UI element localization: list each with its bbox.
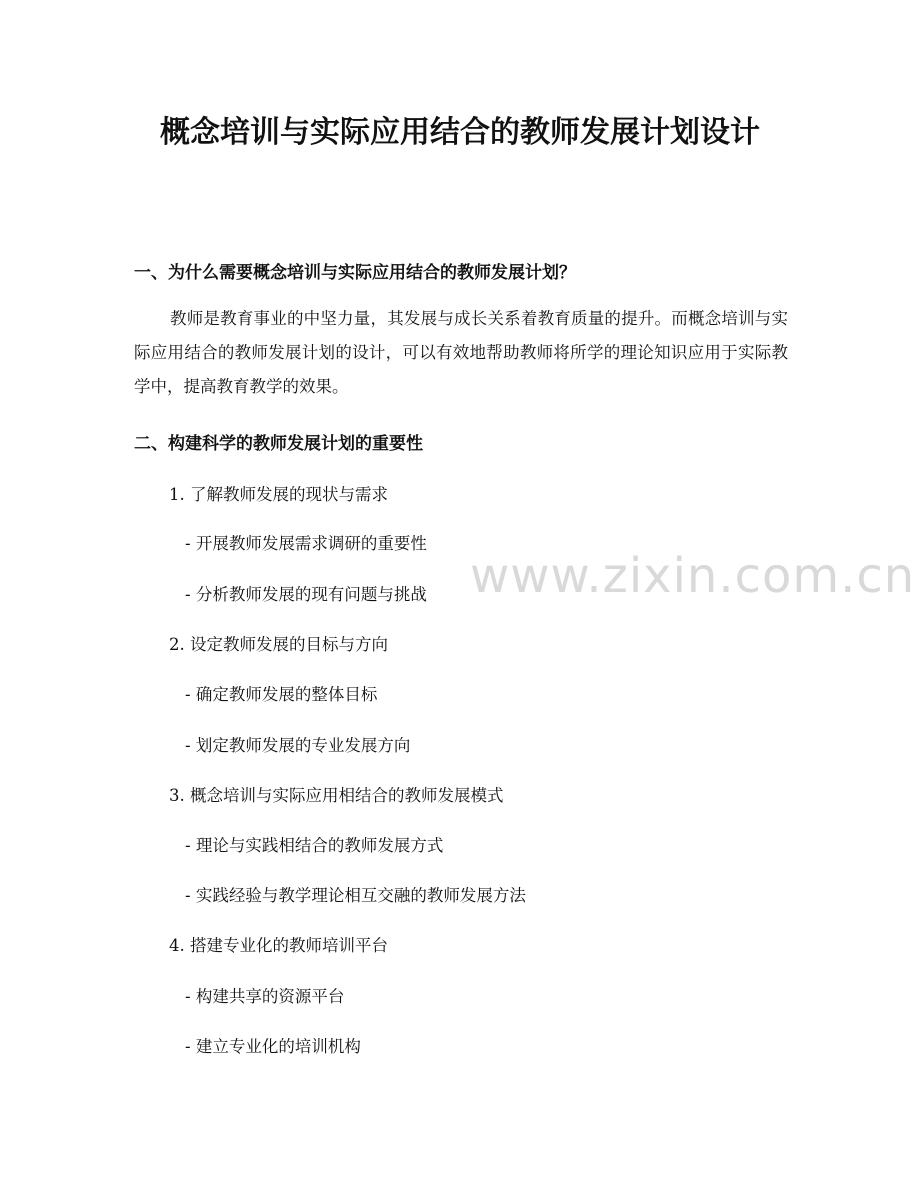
list-item-1: 1. 了解教师发展的现状与需求 bbox=[169, 485, 388, 504]
list-subitem-2-1: - 确定教师发展的整体目标 bbox=[185, 685, 378, 704]
list-subitem-1-1: - 开展教师发展需求调研的重要性 bbox=[185, 534, 427, 553]
list-item-4: 4. 搭建专业化的教师培训平台 bbox=[169, 936, 388, 955]
watermark: www.zixin.com.cn bbox=[470, 548, 916, 604]
list-subitem-4-1: - 构建共享的资源平台 bbox=[185, 987, 345, 1006]
list-item-3: 3. 概念培训与实际应用相结合的教师发展模式 bbox=[169, 786, 504, 805]
list-subitem-3-2: - 实践经验与教学理论相互交融的教师发展方法 bbox=[185, 886, 526, 905]
list-subitem-1-2: - 分析教师发展的现有问题与挑战 bbox=[185, 585, 427, 604]
list-subitem-3-1: - 理论与实践相结合的教师发展方式 bbox=[185, 836, 444, 855]
list-subitem-4-2: - 建立专业化的培训机构 bbox=[185, 1037, 361, 1056]
section-1-heading: 一、为什么需要概念培训与实际应用结合的教师发展计划？ bbox=[134, 263, 576, 283]
list-subitem-2-2: - 划定教师发展的专业发展方向 bbox=[185, 736, 411, 755]
section-2-heading: 二、构建科学的教师发展计划的重要性 bbox=[134, 434, 423, 454]
list-item-2: 2. 设定教师发展的目标与方向 bbox=[169, 635, 388, 654]
document-title: 概念培训与实际应用结合的教师发展计划设计 bbox=[160, 115, 760, 150]
section-1-paragraph: 教师是教育事业的中坚力量，其发展与成长关系着教育质量的提升。而概念培训与实际应用结合的教师发展计划的设计，可以有效地帮助教师将所学的理论知识应用于实际教学中，提高教育教学的效果。 bbox=[134, 309, 788, 396]
